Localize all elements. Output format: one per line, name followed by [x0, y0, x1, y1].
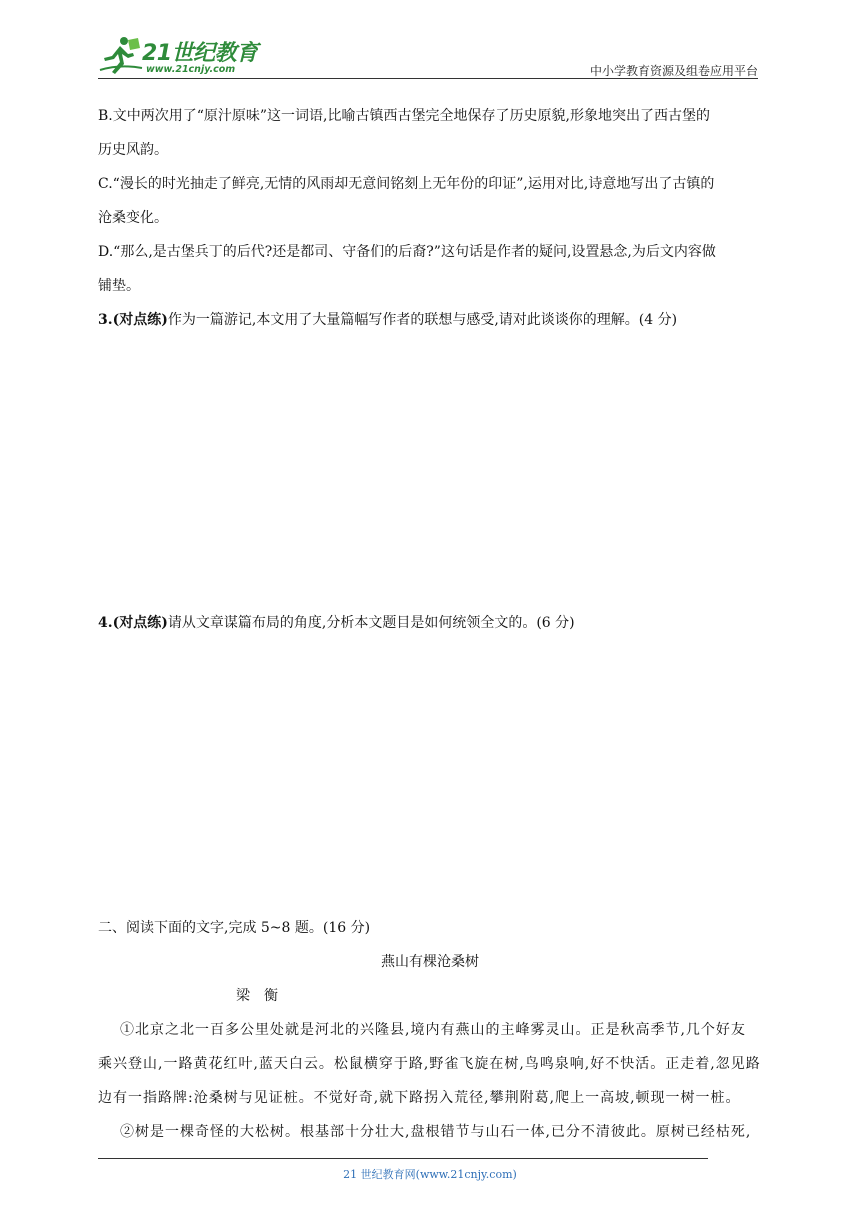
platform-name: 中小学教育资源及组卷应用平台 [589, 64, 758, 78]
logo [98, 34, 268, 78]
question-4-tag: (对点练) [112, 615, 168, 631]
question-4 [98, 613, 575, 633]
page-header [98, 34, 758, 80]
passage-title: 燕山有棵沧桑树 [381, 954, 479, 970]
footer-divider [98, 1158, 708, 1159]
question-3-number: 3. [98, 312, 113, 328]
question-3-text: 作为一篇游记,本文用了大量篇幅写作者的联想与感受,请对此谈谈你的理解。(4 分) [167, 312, 678, 328]
option-b-line-1: B.文中两次用了“原汁原味”这一词语,比喻古镇西古堡完全地保存了历史原貌,形象地突出了西古堡的 [98, 108, 710, 124]
footer-text: 21 世纪教育网(www.21cnjy.com) [343, 1168, 517, 1181]
question-4-text: 请从文章谋篇布局的角度,分析本文题目是如何统领全文的。(6 分) [167, 615, 575, 631]
header-divider [98, 78, 758, 79]
option-b-line-2: 历史风韵。 [98, 142, 168, 158]
paragraph-1-line-1: ①北京之北一百多公里处就是河北的兴隆县,境内有燕山的主峰雾灵山。正是秋高季节,几个好友 [120, 1022, 746, 1038]
option-c-line-2: 沧桑变化。 [98, 210, 168, 226]
paragraph-1-line-3: 边有一指路牌:沧桑树与见证桩。不觉好奇,就下路拐入荒径,攀荆附葛,爬上一高坡,顿现一树一桩。 [98, 1090, 741, 1106]
option-d-line-1: D.“那么,是古堡兵丁的后代?还是都司、守备们的后裔?”这句话是作者的疑问,设置悬念,为后文内容做 [98, 244, 716, 260]
option-c-line-1: C.“漫长的时光抽走了鲜亮,无情的风雨却无意间铭刻上无年份的印证”,运用对比,诗意地写出了古镇的 [98, 176, 715, 192]
paragraph-2-line-1: ②树是一棵奇怪的大松树。根基部十分壮大,盘根错节与山石一体,已分不清彼此。原树已经枯死, [120, 1124, 752, 1140]
logo-url: www.21cnjy.com [146, 64, 236, 75]
question-4-number: 4. [98, 615, 113, 631]
section-2-heading: 二、阅读下面的文字,完成 5~8 题。(16 分) [98, 920, 371, 936]
question-3-tag: (对点练) [112, 312, 168, 328]
logo-text: 21世纪教育 [142, 41, 258, 66]
passage-author: 梁 衡 [236, 988, 278, 1004]
option-d-line-2: 铺垫。 [98, 278, 140, 294]
runner-icon [98, 34, 144, 78]
question-3 [98, 310, 677, 330]
paragraph-1-line-2: 乘兴登山,一路黄花红叶,蓝天白云。松鼠横穿于路,野雀飞旋在树,鸟鸣泉响,好不快活。正走着,忽见路 [98, 1056, 761, 1072]
